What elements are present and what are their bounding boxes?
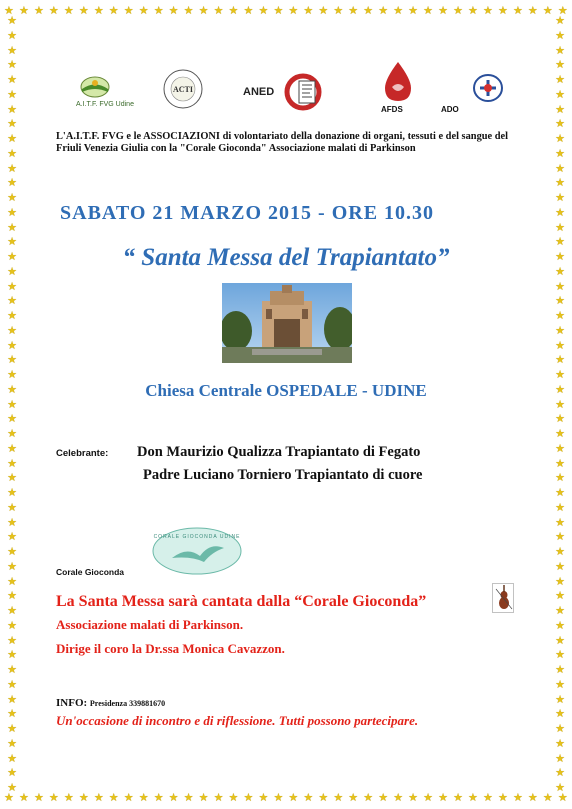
star-icon: ★ [555,751,565,765]
star-icon: ★ [273,4,284,17]
star-icon: ★ [555,707,565,721]
star-icon: ★ [468,4,478,17]
closing-text: Un'occasione di incontro e di riflessione. Tutti possono partecipare. [56,713,419,728]
star-icon: ★ [555,191,565,204]
star-icon: ★ [555,427,565,440]
star-icon: ★ [138,4,149,17]
star-icon: ★ [7,736,17,750]
star-icon: ★ [555,663,565,676]
star-icon: ★ [555,338,565,352]
star-icon: ★ [7,220,17,234]
star-icon: ★ [7,692,17,706]
star-icon: ★ [7,722,17,735]
star-icon: ★ [7,353,17,367]
star-icon: ★ [7,559,17,573]
star-icon: ★ [555,545,565,558]
info-label: INFO: [56,697,88,709]
star-icon: ★ [555,677,565,691]
star-icon: ★ [138,791,149,804]
message-line-2: Associazione malati di Parkinson. [56,617,244,632]
star-icon: ★ [555,205,565,219]
star-icon: ★ [438,4,448,17]
star-icon: ★ [243,4,254,17]
star-icon: ★ [7,500,17,514]
star-icon: ★ [168,791,179,804]
star-icon: ★ [333,791,344,804]
star-icon: ★ [7,58,17,72]
star-icon: ★ [555,530,565,544]
star-icon: ★ [555,368,565,381]
star-icon: ★ [288,4,299,17]
star-icon: ★ [555,43,565,57]
star-icon: ★ [7,117,17,131]
violin-icon [492,583,514,613]
star-icon: ★ [108,4,119,17]
star-icon: ★ [423,791,433,804]
aitf-label: A.I.T.F. FVG Udine [76,101,134,108]
star-icon: ★ [348,791,359,804]
svg-text:CORALE GIOCONDA UDINE: CORALE GIOCONDA UDINE [153,534,241,540]
star-icon: ★ [555,14,565,27]
star-icon: ★ [213,791,224,804]
afds-label: AFDS [381,105,403,114]
aned-logo [284,73,322,111]
star-icon: ★ [555,87,565,101]
star-icon: ★ [7,368,17,381]
star-icon: ★ [512,791,523,804]
star-icon: ★ [7,43,17,57]
star-icon: ★ [408,791,419,804]
star-icon: ★ [288,791,299,804]
star-icon: ★ [168,4,179,17]
celebrant-line-2: Padre Luciano Torniero Trapiantato di cuore [143,467,423,483]
star-icon: ★ [93,791,104,804]
star-icon: ★ [555,486,565,499]
star-icon: ★ [555,471,565,485]
star-icon: ★ [555,117,565,131]
star-icon: ★ [7,161,17,175]
star-icon: ★ [555,220,565,234]
star-icon: ★ [555,28,565,42]
intro-text: L'A.I.T.F. FVG e le ASSOCIAZIONI di volontariato della donazione di organi, tessuti e del sangue del Friuli Venezia Giulia con la "Corale Gioconda" Associazione malati di Parkinson [56,131,509,154]
star-icon: ★ [555,618,565,632]
star-icon: ★ [18,791,29,804]
message-line-1: La Santa Messa sarà cantata dalla “Corale Gioconda” [56,593,427,610]
aitf-logo [80,76,110,98]
star-icon: ★ [213,4,224,17]
star-icon: ★ [557,4,568,17]
star-icon: ★ [33,791,44,804]
star-icon: ★ [48,791,59,804]
star-icon: ★ [497,791,508,804]
star-icon: ★ [7,146,17,160]
star-icon: ★ [555,589,565,603]
star-icon: ★ [7,441,17,455]
star-icon: ★ [555,722,565,735]
star-icon: ★ [438,791,448,804]
star-icon: ★ [7,250,17,263]
star-icon: ★ [408,4,419,17]
star-icon: ★ [555,412,565,426]
star-icon: ★ [555,604,565,617]
star-icon: ★ [555,309,565,322]
star-icon: ★ [512,4,523,17]
star-icon: ★ [4,791,14,804]
star-icon: ★ [198,791,209,804]
star-icon: ★ [453,4,463,17]
star-icon: ★ [555,500,565,514]
star-icon: ★ [108,791,119,804]
star-icon: ★ [153,4,164,17]
star-icon: ★ [7,486,17,499]
star-icon: ★ [7,574,17,588]
star-icon: ★ [555,648,565,662]
star-icon: ★ [555,250,565,263]
star-icon: ★ [7,633,17,647]
star-icon: ★ [7,294,17,308]
svg-text:ACTI: ACTI [172,85,194,94]
star-icon: ★ [7,205,17,219]
star-icon: ★ [7,102,17,116]
afds-logo [382,61,414,103]
star-icon: ★ [7,618,17,632]
star-icon: ★ [7,515,17,529]
star-icon: ★ [555,382,565,396]
star-icon: ★ [78,4,89,17]
star-icon: ★ [303,4,314,17]
star-icon: ★ [483,791,493,804]
star-border-bottom [0,791,572,805]
star-icon: ★ [7,589,17,603]
star-icon: ★ [555,574,565,588]
star-icon: ★ [555,515,565,529]
star-icon: ★ [393,4,404,17]
star-icon: ★ [7,191,17,204]
star-icon: ★ [555,264,565,278]
star-icon: ★ [63,791,74,804]
star-icon: ★ [555,633,565,647]
star-icon: ★ [555,736,565,750]
message-line-3: Dirige il coro la Dr.ssa Monica Cavazzon. [56,641,285,656]
star-icon: ★ [4,4,14,17]
celebrant-label: Celebrante: [56,448,109,459]
star-icon: ★ [7,471,17,485]
star-icon: ★ [33,4,44,17]
corale-gioconda-logo [152,526,242,576]
star-icon: ★ [555,73,565,86]
star-icon: ★ [557,791,568,804]
star-icon: ★ [542,4,553,17]
star-icon: ★ [483,4,493,17]
star-icon: ★ [7,707,17,721]
star-icon: ★ [7,87,17,101]
star-icon: ★ [7,28,17,42]
star-icon: ★ [7,397,17,411]
star-icon: ★ [7,663,17,676]
star-icon: ★ [243,791,254,804]
star-icon: ★ [93,4,104,17]
star-icon: ★ [555,132,565,145]
star-icon: ★ [555,58,565,72]
star-icon: ★ [555,781,565,794]
corale-label: Corale Gioconda [56,567,125,577]
star-icon: ★ [555,176,565,190]
ado-label: ADO [441,105,459,114]
star-icon: ★ [363,791,374,804]
star-icon: ★ [7,338,17,352]
star-icon: ★ [7,412,17,426]
star-icon: ★ [78,791,89,804]
star-icon: ★ [555,161,565,175]
star-icon: ★ [7,132,17,145]
celebrant-line-1: Don Maurizio Qualizza Trapiantato di Fegato [137,444,421,460]
star-icon: ★ [555,353,565,367]
star-icon: ★ [153,791,164,804]
star-icon: ★ [378,4,389,17]
star-icon: ★ [555,441,565,455]
star-icon: ★ [423,4,433,17]
star-icon: ★ [7,604,17,617]
star-icon: ★ [303,791,314,804]
star-icon: ★ [318,4,329,17]
star-icon: ★ [7,648,17,662]
star-icon: ★ [7,235,17,249]
star-icon: ★ [497,4,508,17]
aned-label: ANED [243,86,275,98]
star-icon: ★ [7,766,17,780]
star-icon: ★ [7,176,17,190]
star-icon: ★ [555,146,565,160]
star-icon: ★ [7,14,17,27]
star-icon: ★ [63,4,74,17]
star-icon: ★ [363,4,374,17]
info-line [56,697,165,709]
star-icon: ★ [555,397,565,411]
star-icon: ★ [318,791,329,804]
star-icon: ★ [7,530,17,544]
star-border-top [0,4,572,18]
star-icon: ★ [123,791,134,804]
star-icon: ★ [542,791,553,804]
star-icon: ★ [7,545,17,558]
event-title: “ Santa Messa del Trapiantato” [122,244,450,271]
star-icon: ★ [183,4,194,17]
star-icon: ★ [333,4,344,17]
star-icon: ★ [555,294,565,308]
star-icon: ★ [48,4,59,17]
star-icon: ★ [348,4,359,17]
star-icon: ★ [258,4,269,17]
star-icon: ★ [468,791,478,804]
star-icon: ★ [555,323,565,337]
star-icon: ★ [555,279,565,293]
star-icon: ★ [7,781,17,794]
star-icon: ★ [7,279,17,293]
star-icon: ★ [273,791,284,804]
star-icon: ★ [7,382,17,396]
acti-logo [162,68,204,110]
star-icon: ★ [393,791,404,804]
star-icon: ★ [555,456,565,470]
event-place: Chiesa Centrale OSPEDALE - UDINE [145,381,427,400]
star-icon: ★ [228,4,239,17]
star-icon: ★ [7,677,17,691]
star-icon: ★ [555,766,565,780]
star-icon: ★ [527,4,538,17]
star-icon: ★ [198,4,209,17]
star-icon: ★ [123,4,134,17]
star-icon: ★ [555,102,565,116]
event-date: SABATO 21 MARZO 2015 - ORE 10.30 [60,202,435,224]
star-icon: ★ [555,559,565,573]
star-icon: ★ [7,456,17,470]
star-icon: ★ [7,751,17,765]
star-icon: ★ [555,692,565,706]
star-border-left [5,14,19,795]
star-icon: ★ [7,309,17,322]
star-icon: ★ [183,791,194,804]
star-icon: ★ [7,427,17,440]
star-icon: ★ [18,4,29,17]
star-icon: ★ [258,791,269,804]
star-icon: ★ [378,791,389,804]
star-icon: ★ [7,264,17,278]
star-icon: ★ [453,791,463,804]
info-detail: Presidenza 3398​81670 [89,699,166,708]
ado-logo [472,73,504,103]
star-border-right [553,14,567,795]
star-icon: ★ [228,791,239,804]
star-icon: ★ [7,323,17,337]
star-icon: ★ [555,235,565,249]
star-icon: ★ [527,791,538,804]
church-photo [222,283,352,363]
star-icon: ★ [7,73,17,86]
